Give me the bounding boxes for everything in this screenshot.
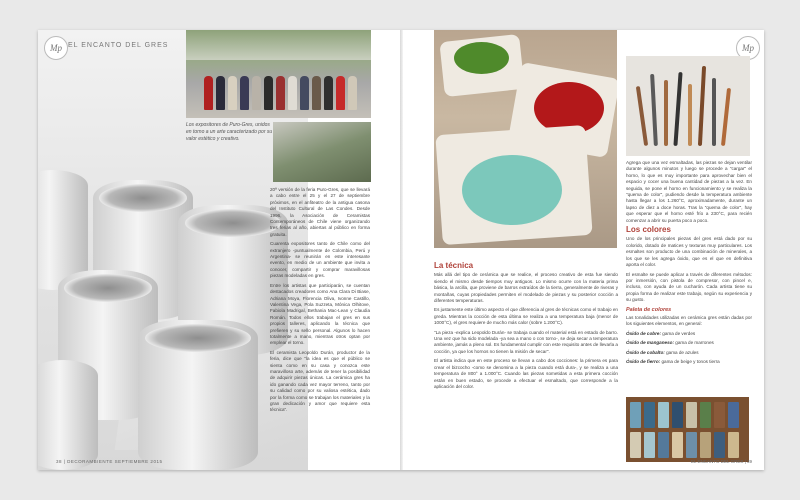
paragraph: 20ª versión de la feria Puro-Gres, que se llevará a cabo entre el 25 y el 27 de septiembre próximos, en el anfiteatro de la antigua casona del Instituto Cultural de Las Condes. Desde 1996, la Asociación de Ceramistas Contemporáneos de Chile viene organizando tres ferias al año, abiertas al público en forma gratuita. bbox=[270, 187, 370, 237]
palette-item: Óxido de fierro: gama de beige y tonos tierra bbox=[626, 358, 720, 364]
la-tecnica-section bbox=[434, 263, 618, 393]
turquoise-powder bbox=[462, 155, 562, 225]
paragraph: Es justamente este último aspecto el que diferencia al gres de técnicas como el trabajo en greda. Mientras la cocción de esta última se realiza a una temperatura baja (menor de 1000°C), el gres requiere de mucho más calor (sobre 1.200°C). bbox=[434, 307, 618, 326]
paragraph: Más allá del tipo de cerámica que se realice, el proceso creativo de esta fue siendo siendo el mismo desde tiempos muy antiguos. Lo mismo ocurre con la materia prima básica, la arcilla, que proviene de barros extraídos de la tierra, generalmente de riveras y montañas, cuyas propiedades permiten el modelado de piezas y su posterior cocción a diferentes temperaturas. bbox=[434, 272, 618, 304]
magazine-logo: Mp bbox=[44, 36, 68, 60]
garden-photo bbox=[273, 122, 371, 182]
left-page-footer: 38 | DECORAMBIENTE SEPTIEMBRE 2015 bbox=[56, 459, 163, 464]
paragraph: "La pieza -explica Leopoldo Durán- se trabaja cuando el material está en estado de barro. Una vez que ha sido modelada -ya sea a mano o con torno-, se deja secar a temperatura ambiente, jamás a pleno sol. Es fundamental cumplir con este requisito antes de llevarla a cocción, ya que los hornos no tienen la misión de secar". bbox=[434, 329, 618, 354]
paleta-heading: Paleta de colores bbox=[626, 306, 672, 313]
palette-item: Óxido de manganeso: gama de marrones bbox=[626, 340, 714, 346]
cup bbox=[138, 320, 258, 470]
paragraph: El artista indica que en este proceso se llevan a cabo dos cocciones: la primera es para crear el bizcocho -como se denomina a la pieza cuando está dura-, y se realiza a una temperatura de 800° a 1.000°C. Cuando las piezas sometidas a esta primera cocción están en buen estado, se procede a efectuar el esmaltado, que corresponde a la aplicación del color. bbox=[434, 358, 618, 389]
paragraph: El esmalte se puede aplicar a través de diferentes métodos: por inmersión, con pistola de compresor, con pincel e, incluso, con ayuda de un cucharón. Cada artista tiene su propia forma de realizar este trabajo, según su experiencia y su gusto. bbox=[626, 271, 752, 303]
paragraph: El ceramista Leopoldo Durán, productor de la feria, dice que "la idea es que el público se sienta como en su casa y conozca este maravilloso arte, además de tener la posibilidad de adquirir piezas únicas. La cerámica gres ha ido ganando cada vez mayor terreno, tanto por su calidad como por su valiosa estética, dado por la forma como se trabajan los materiales y la gran dedicación y amor que requiere esta técnica". bbox=[270, 349, 370, 413]
right-page-footer: EL ENCANTO DEL GRES | 39 bbox=[690, 459, 752, 464]
paragraph: Entre los artistas que participarán, se cuentan destacados creadores como Ana Clara Di Biase, Adriana Moya, Florencia Oliva, Ivonne Castillo, Valentina Vega, Pola Suzzeta, Mónica Olhitove, Fabiola Madrigal, Bethania Mac-Lean y Claudia Román. Todos ellos trabajan el gres en sus propios talleres, aplicando la técnica que prefieren y su sello personal. Algunos lo hacen totalmente a mano, mientras otros optan por emplear el torno. bbox=[270, 282, 370, 346]
magazine-logo: Mp bbox=[736, 36, 760, 60]
paragraph: Las tonalidades utilizadas en cerámica gres están dadas por los siguientes elementos, en general: bbox=[626, 314, 752, 327]
magazine-spread bbox=[38, 30, 764, 470]
page-gutter bbox=[400, 30, 403, 470]
los-colores-heading: Los colores bbox=[626, 225, 671, 235]
palette-item: Óxido de cobre: gama de verdes bbox=[626, 330, 696, 336]
paragraph: Uno de los principales piezas del gres está dado por su colorido, dotado de matices y texturas muy particulares. Los esmaltes son producto de una combinación de minerales, a los que se les agrega óxido, que es el que en definitiva aporta el color. bbox=[626, 236, 752, 268]
la-tecnica-heading: La técnica bbox=[434, 261, 474, 270]
pigment-dishes-photo bbox=[434, 30, 617, 248]
photo-caption: Los expositores de Puro-Gres, unidos en torno a un arte caracterizado por su valor estético y creativo. bbox=[186, 122, 273, 142]
left-article-column bbox=[270, 187, 370, 417]
paragraph: Cuarenta expositores tanto de Chile como del extranjero -puntualmente de Colombia, Perú y Argentina- se reunirán en este interesante evento, en medio de un ambiente que invita a conocer, compartir y comprar maravillosas piezas modeladas en gres. bbox=[270, 241, 370, 279]
cup bbox=[38, 360, 98, 470]
palette-item: Óxido de cobalto: gama de azules bbox=[626, 349, 699, 355]
group-photo bbox=[186, 30, 371, 118]
pottery-tools-photo bbox=[626, 56, 750, 156]
paragraph: Agrega que una vez esmaltadas, las piezas se dejan ventilar durante algunos minutos y luego se procede a "cargar" el horno, lo que es muy importante para aprovechar bien el espacio y cocer una buena cantidad de piezas a la vez. En seguida, se pone el horno en funcionamiento y se realiza la "quema de color", pudiendo desde la temperatura ambiente hasta llegar a los 1.260°C, aproximadamente, durante un lapso de diez a doce horas. Tras la "quema de color", hay que esperar que el horno esté frío a 230°C, para recién comenzar a abrir su puerta poco a poco. bbox=[626, 160, 752, 223]
right-article-column bbox=[626, 160, 752, 368]
section-tag: EL ENCANTO DEL GRES bbox=[68, 42, 169, 49]
green-powder bbox=[454, 42, 509, 74]
glaze-tiles-photo bbox=[626, 397, 749, 462]
